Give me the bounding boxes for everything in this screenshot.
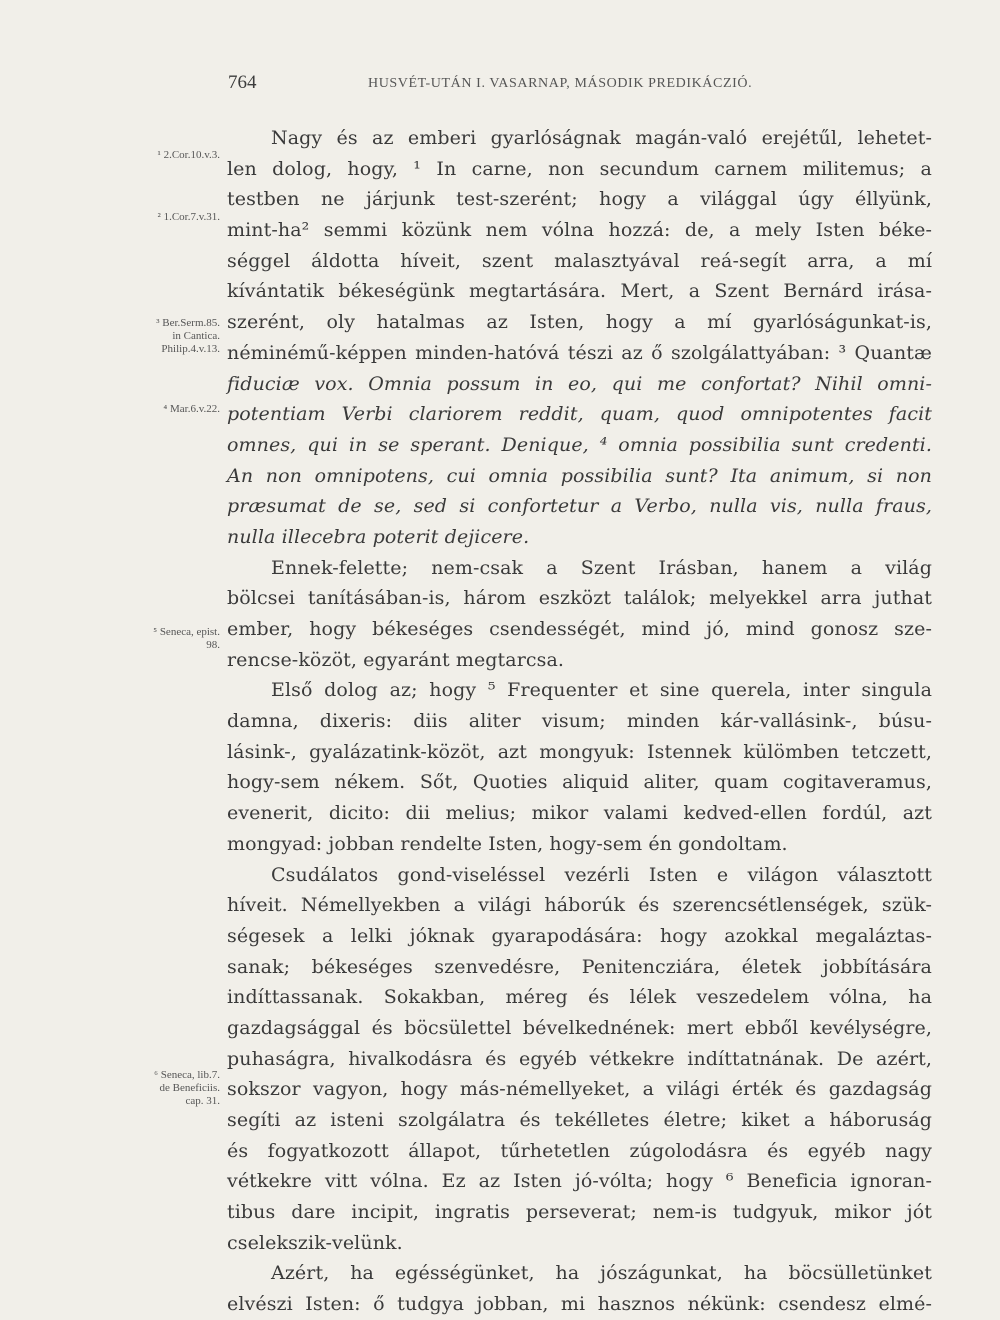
text-line: cselekszik-velünk. (227, 1231, 403, 1254)
text-line: Ennek-felette; nem-csak a Szent Irásban, hanem a világ (271, 556, 932, 579)
text-line: híveit. Némellyekben a világi háborúk és szerencsétlenségek, szük- (227, 894, 932, 917)
text-line: testben ne járjunk test-szerént; hogy a világgal úgy éllyünk, (227, 188, 932, 211)
text-line: mongyad: jobban rendelte Isten, hogy-sem én gondoltam. (227, 832, 788, 855)
text-line: puhaságra, hivalkodásra és egyéb vétkekre indíttatnának. De azért, (227, 1047, 932, 1070)
margin-note: ¹ 2.Cor.10.v.3. (157, 149, 220, 161)
text-line: elvészi Isten: ő tudgya jobban, mi hasznos nékünk: csendesz elmé- (227, 1293, 932, 1316)
text-line: bölcsei tanításában-is, három eszközt találok; melyekkel arra juthat (227, 587, 932, 610)
margin-note: ⁵ Seneca, epist. 98. (153, 626, 220, 651)
text-line: ember, hogy békeséges csendességét, mind jó, mind gonosz sze- (227, 618, 932, 640)
text-line: mint-ha² semmi közünk nem vólna hozzá: de, a mely Isten béke- (227, 219, 932, 242)
text-line: fiduciæ vox. Omnia possum in eo, qui me confortat? Nihil omni- (227, 372, 932, 395)
text-line: hogy-sem nékem. Sőt, Quoties aliquid aliter, quam cogitaveramus, (227, 771, 932, 794)
text-line: lásink-, gyalázatink-közöt, azt mongyuk: Istennek külömben tetczett, (227, 740, 932, 763)
text-line: kívántatik békeségünk megtartására. Mert, a Szent Bernárd irása- (227, 280, 932, 303)
text-line: Azért, ha egésségünket, ha jószágunkat, ha böcsülletünket (271, 1262, 932, 1285)
text-line: damna, dixeris: diis aliter visum; minden kár-vallásink-, búsu- (227, 710, 932, 733)
text-line: ségesek a lelki jóknak gyarapodására: hogy azokkal megaláztas- (227, 924, 932, 947)
text-line: séggel áldotta híveit, szent malasztyával reá-segít arra, a mí (227, 249, 932, 272)
text-line: Első dolog az; hogy ⁵ Frequenter et sine querela, inter singula (271, 679, 932, 702)
text-line: rencse-közöt, egyaránt megtarcsa. (227, 648, 565, 671)
text-line: sanak; békeséges szenvedésre, Penitencziára, életek jobbítására (227, 955, 932, 978)
text-line: nulla illecebra poterit dejicere. (227, 525, 530, 548)
text-line: omnes, qui in se sperant. Denique, ⁴ omnia possibilia sunt credenti. (227, 433, 932, 456)
text-line: szerént, oly hatalmas az Isten, hogy a mí gyarlóságunkat-is, (227, 311, 932, 334)
text-line: potentiam Verbi clariorem reddit, quam, quod omnipotentes facit (227, 403, 932, 426)
margin-note: ⁶ Seneca, lib.7. de Beneficiis. cap. 31. (154, 1069, 220, 1107)
margin-note: ⁴ Mar.6.v.22. (163, 403, 220, 415)
page-number: 764 (228, 72, 257, 93)
text-line: Csudálatos gond-viseléssel vezérli Isten e világon választott (271, 863, 932, 886)
text-line: gazdagsággal és böcsülettel bévelkednének: mert ebből kevélységre, (227, 1016, 932, 1039)
text-line: tibus dare incipit, ingratis perseverat; nem-is tudgyuk, mikor jót (227, 1201, 932, 1224)
text-line: præsumat de se, sed si confortetur a Verbo, nulla vis, nulla fraus, (227, 495, 932, 518)
margin-note: ² 1.Cor.7.v.31. (157, 211, 220, 223)
text-line: sokszor vagyon, hogy más-némellyeket, a világi érték és gazdagság (227, 1078, 932, 1101)
body-text (227, 123, 932, 1320)
text-line: segíti az isteni szolgálatra és tekélletes életre; kiket a háboruság (227, 1109, 932, 1131)
text-line: len dolog, hogy, ¹ In carne, non secundum carnem militemus; a (227, 157, 932, 180)
text-line: indíttassanak. Sokakban, méreg és lélek veszedelem vólna, ha (227, 986, 932, 1009)
running-title: HUSVÉT-UTÁN I. VASARNAP, MÁSODIK PREDIKÁCZIÓ. (368, 76, 753, 91)
text-line: néminémű-képpen minden-hatóvá tészi az ő szolgálattyában: ³ Quantæ (227, 341, 932, 364)
margin-note: ³ Ber.Serm.85. in Cantica. Philip.4.v.13. (156, 317, 220, 355)
text-line: vétkekre vitt vólna. Ez az Isten jó-vólta; hogy ⁶ Beneficia ignoran- (227, 1170, 932, 1193)
page-header (228, 72, 928, 102)
text-line: Nagy és az emberi gyarlóságnak magán-való erejétűl, lehetet- (271, 127, 932, 149)
text-line: evenerit, dicito: dii melius; mikor valami kedved-ellen fordúl, azt (227, 802, 932, 825)
text-line: és fogyatkozott állapot, tűrhetetlen zúgolodásra és egyéb nagy (227, 1139, 932, 1162)
text-line: An non omnipotens, cui omnia possibilia sunt? Ita animum, si non (227, 464, 932, 487)
